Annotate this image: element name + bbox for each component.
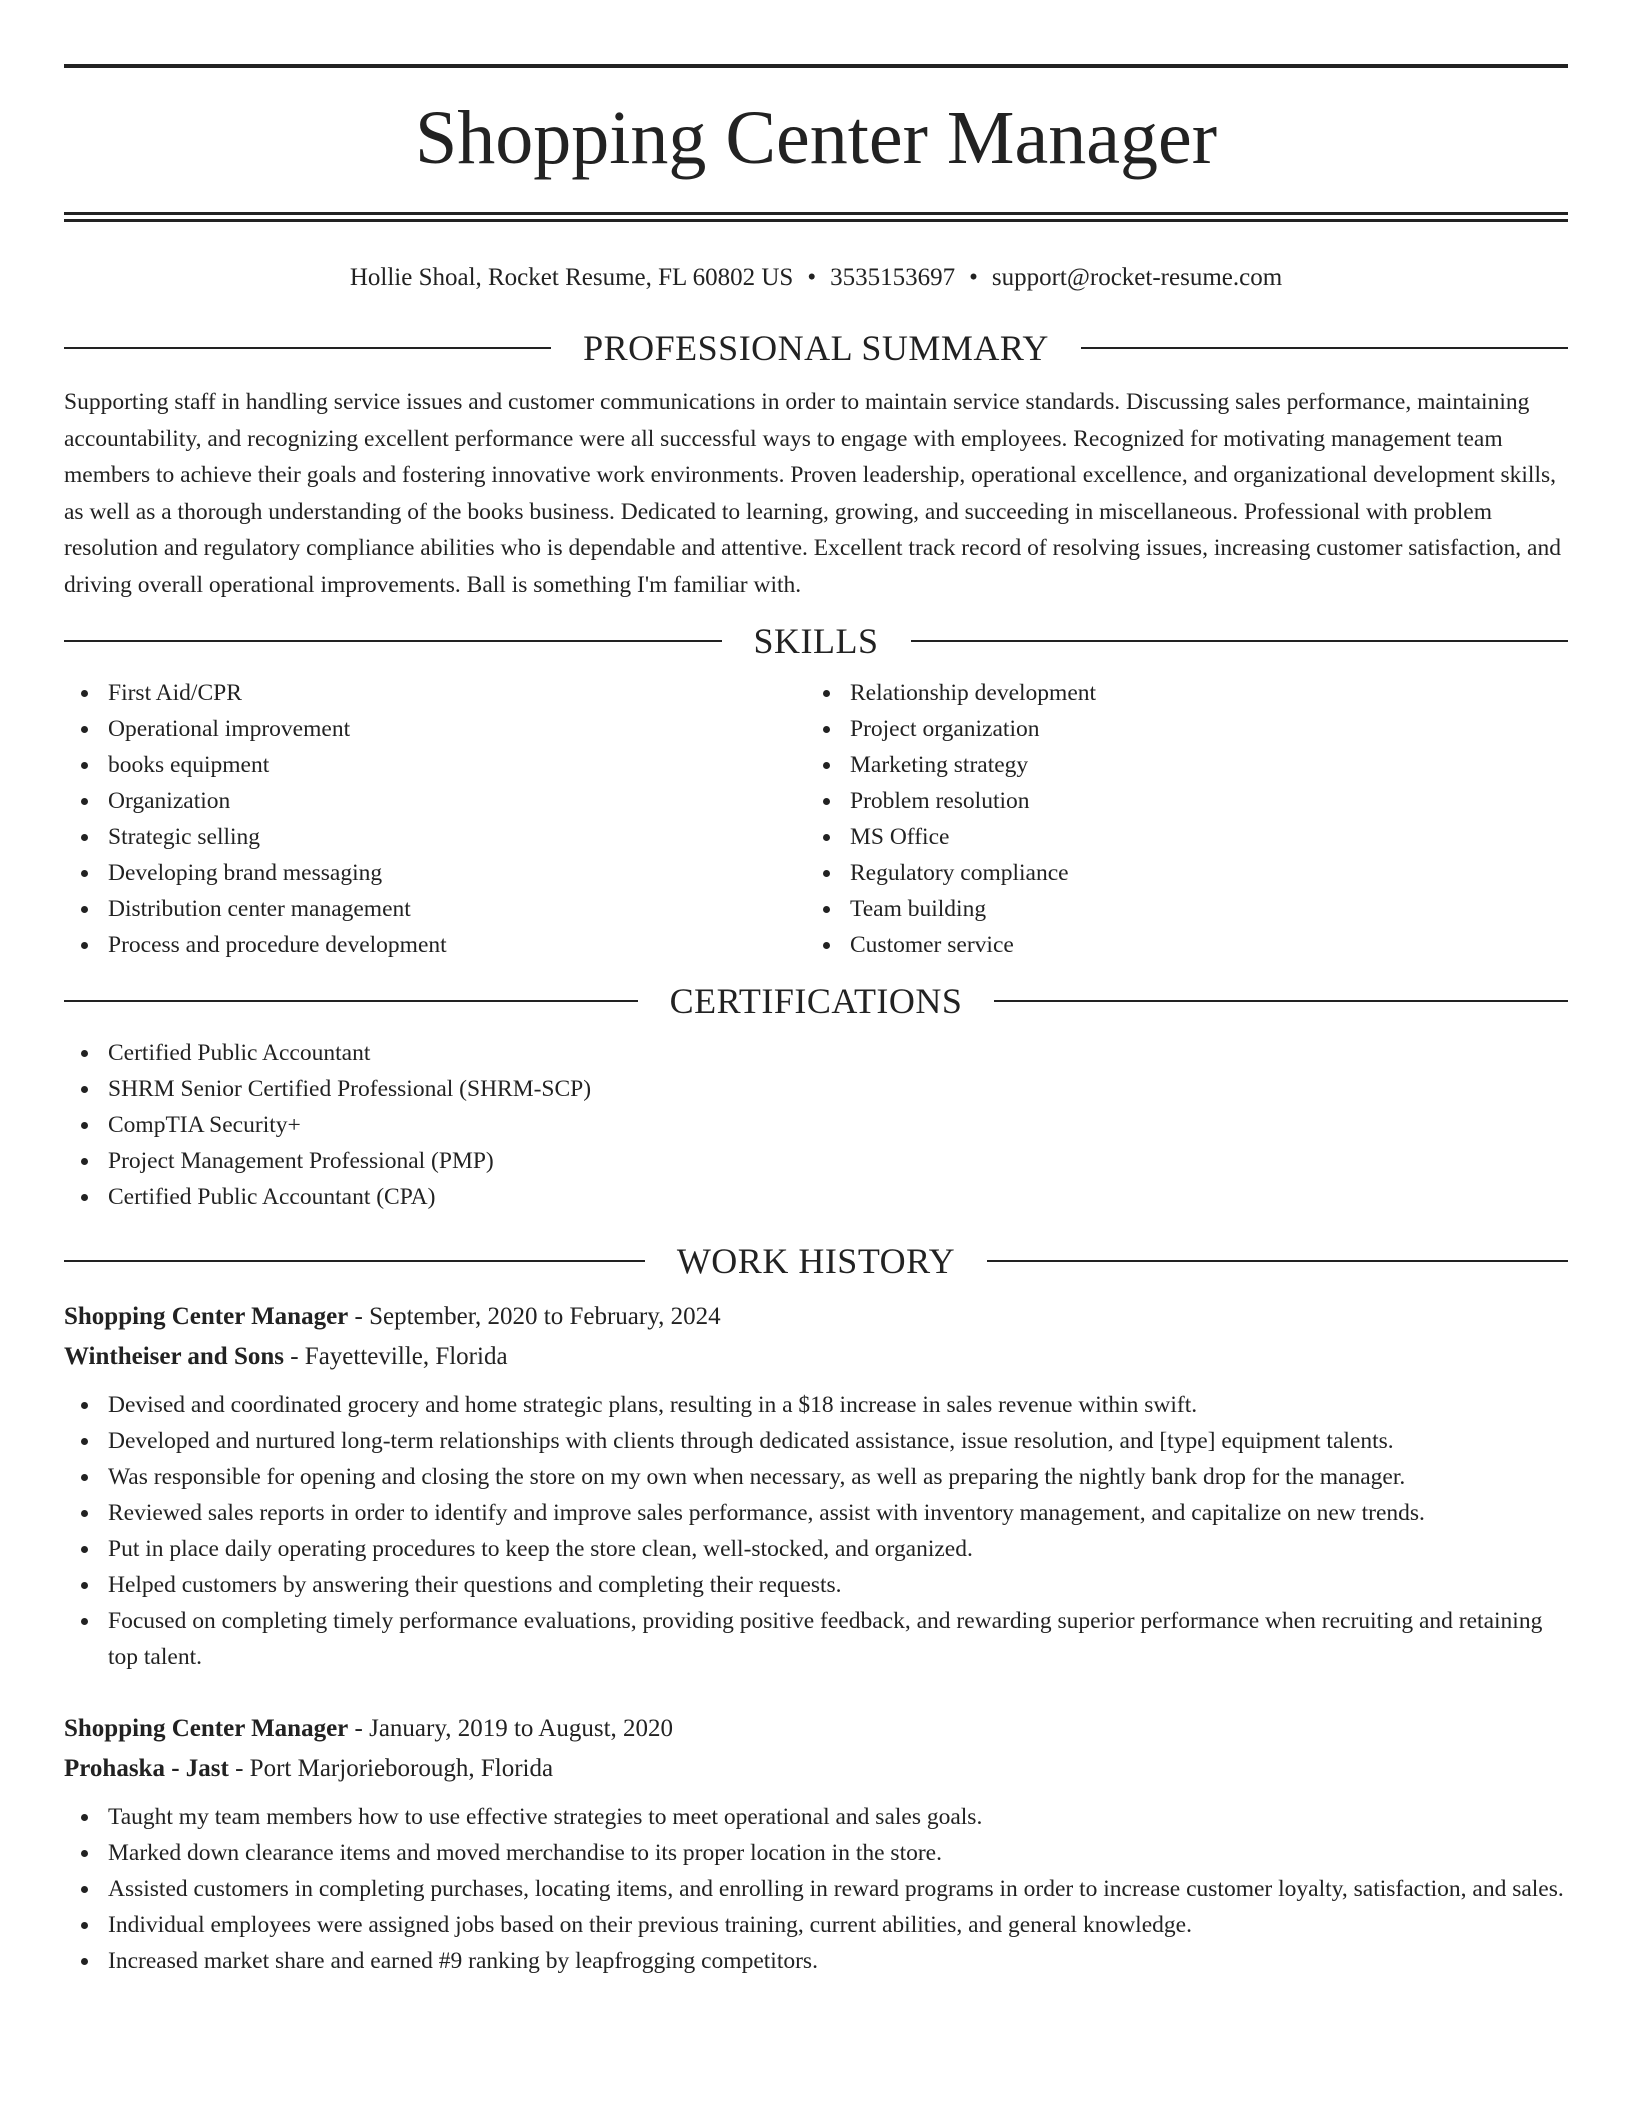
contact-separator: • <box>807 264 817 291</box>
section-heading-work-history <box>64 1237 1568 1285</box>
job-bullets <box>64 1387 1568 1675</box>
skill-item: Operational improvement <box>64 711 806 747</box>
resume-page <box>64 64 1568 1979</box>
job-bullet-item: Developed and nurtured long-term relationships with clients through dedicated assistance, issue resolution, and [type] equipment talents. <box>64 1423 1568 1459</box>
job-company: Wintheiser and Sons <box>64 1343 284 1370</box>
skills-grid <box>64 675 1568 963</box>
job-bullet-item: Individual employees were assigned jobs based on their previous training, current abilities, and general knowledge. <box>64 1907 1568 1943</box>
job-bullet-item: Marked down clearance items and moved merchandise to its proper location in the store. <box>64 1835 1568 1871</box>
certification-item: Certified Public Accountant <box>64 1035 1568 1071</box>
divider <box>64 1260 645 1262</box>
certification-item: Certified Public Accountant (CPA) <box>64 1179 1568 1215</box>
skill-item: Customer service <box>806 927 1548 963</box>
skill-item: Strategic selling <box>64 819 806 855</box>
skill-item: Regulatory compliance <box>806 855 1548 891</box>
job-entry <box>64 1709 1568 1979</box>
skill-item: Process and procedure development <box>64 927 806 963</box>
certification-item: Project Management Professional (PMP) <box>64 1143 1568 1179</box>
job-company-line <box>64 1749 1568 1789</box>
job-bullet-item: Reviewed sales reports in order to identify and improve sales performance, assist with inventory management, and capitalize on new trends. <box>64 1495 1568 1531</box>
job-title-line <box>64 1297 1568 1337</box>
skill-item: Distribution center management <box>64 891 806 927</box>
section-heading-summary <box>64 324 1568 372</box>
skills-right-column <box>806 675 1548 963</box>
skill-item: MS Office <box>806 819 1548 855</box>
contact-separator: • <box>969 264 978 291</box>
job-dates: - September, 2020 to February, 2024 <box>348 1303 721 1330</box>
job-bullet-item: Was responsible for opening and closing the store on my own when necessary, as well as preparing the nightly bank drop for the manager. <box>64 1459 1568 1495</box>
divider <box>1081 347 1568 349</box>
section-title: CERTIFICATIONS <box>669 981 963 1021</box>
job-company-line <box>64 1337 1568 1377</box>
skill-item: Relationship development <box>806 675 1548 711</box>
skill-item: Team building <box>806 891 1548 927</box>
skill-item: Developing brand messaging <box>64 855 806 891</box>
section-title: PROFESSIONAL SUMMARY <box>583 328 1049 368</box>
job-bullet-item: Helped customers by answering their questions and completing their requests. <box>64 1567 1568 1603</box>
skill-item: First Aid/CPR <box>64 675 806 711</box>
job-title-line <box>64 1709 1568 1749</box>
job-bullet-item: Taught my team members how to use effective strategies to meet operational and sales goals. <box>64 1799 1568 1835</box>
job-entry <box>64 1297 1568 1675</box>
job-bullets <box>64 1799 1568 1979</box>
skill-item: books equipment <box>64 747 806 783</box>
section-title: WORK HISTORY <box>676 1241 956 1281</box>
job-title: Shopping Center Manager <box>64 1303 349 1330</box>
skill-item: Problem resolution <box>806 783 1548 819</box>
divider <box>64 1000 638 1002</box>
job-location: - Port Marjorieborough, Florida <box>228 1755 554 1782</box>
section-heading-certifications <box>64 977 1568 1025</box>
section-heading-skills <box>64 617 1568 665</box>
certification-item: CompTIA Security+ <box>64 1107 1568 1143</box>
divider <box>64 347 551 349</box>
job-bullet-item: Focused on completing timely performance evaluations, providing positive feedback, and rewarding superior performance when recruiting and retaining top talent. <box>64 1603 1568 1675</box>
job-bullet-item: Put in place daily operating procedures to keep the store clean, well-stocked, and organized. <box>64 1531 1568 1567</box>
title-rule-bottom <box>64 212 1568 222</box>
job-bullet-item: Assisted customers in completing purchases, locating items, and enrolling in reward programs in order to increase customer loyalty, satisfaction, and sales. <box>64 1871 1568 1907</box>
divider <box>987 1260 1568 1262</box>
skill-item: Marketing strategy <box>806 747 1548 783</box>
divider <box>994 1000 1568 1002</box>
job-location: - Fayetteville, Florida <box>283 1343 508 1370</box>
contact-address: Hollie Shoal, Rocket Resume, FL 60802 US <box>349 264 794 291</box>
contact-email: support@rocket-resume.com <box>991 264 1283 291</box>
job-dates: - January, 2019 to August, 2020 <box>348 1715 674 1742</box>
job-company: Prohaska - Jast <box>64 1755 229 1782</box>
certification-item: SHRM Senior Certified Professional (SHRM-SCP) <box>64 1071 1568 1107</box>
divider <box>911 640 1569 642</box>
divider <box>64 640 722 642</box>
resume-title: Shopping Center Manager <box>414 96 1218 180</box>
summary-text: Supporting staff in handling service issues and customer communications in order to maintain service standards. Discussing sales performance, maintaining accountability, and recognizing excellent performance were all successful ways to engage with employees. Recognized for motivating management team members to achieve their goals and fostering innovative work environments. Proven leadership, operational excellence, and organizational development skills, as well as a thorough understanding of the books business. Dedicated to learning, growing, and succeeding in miscellaneous. Professional with problem resolution and regulatory compliance abilities who is dependable and attentive. Excellent track record of resolving issues, increasing customer satisfaction, and driving overall operational improvements. Ball is something I'm familiar with. <box>64 389 1561 598</box>
job-bullet-item: Increased market share and earned #9 ranking by leapfrogging competitors. <box>64 1943 1568 1979</box>
skills-left-column <box>64 675 806 963</box>
section-title: SKILLS <box>753 621 879 661</box>
contact-line <box>64 258 1568 298</box>
contact-phone: 3535153697 <box>830 264 956 291</box>
job-bullet-item: Devised and coordinated grocery and home strategic plans, resulting in a $18 increase in sales revenue within swift. <box>64 1387 1568 1423</box>
skill-item: Organization <box>64 783 806 819</box>
skill-item: Project organization <box>806 711 1548 747</box>
certifications-list <box>64 1035 1568 1215</box>
job-title: Shopping Center Manager <box>64 1715 349 1742</box>
